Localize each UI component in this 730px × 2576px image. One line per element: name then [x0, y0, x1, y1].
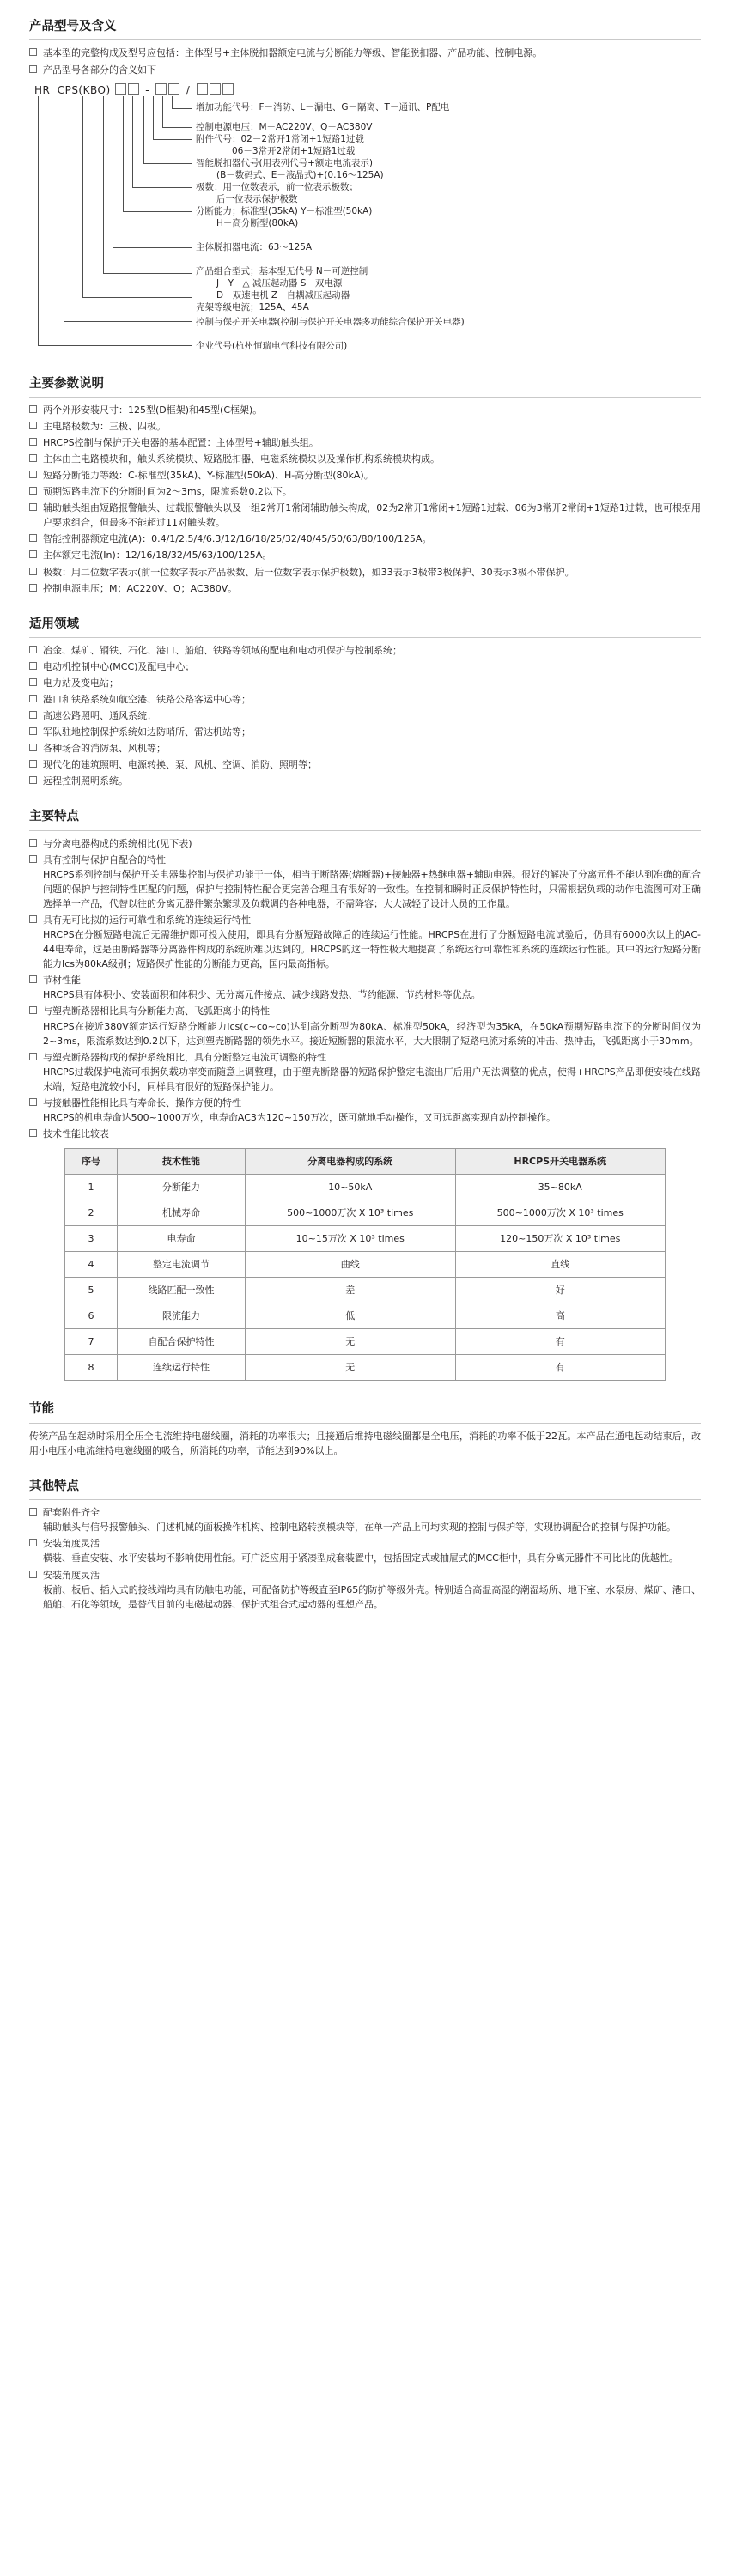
main-parameters-list	[29, 403, 701, 596]
cell-hrcps: 有	[455, 1329, 666, 1355]
feature-head: 与塑壳断路器相比具有分断能力高、飞弧距离小的特性	[43, 1005, 270, 1018]
legend-product-family: 控制与保护开关电器(控制与保护开关电器多功能综合保护开关电器)	[196, 316, 465, 327]
application-fields-list	[29, 643, 701, 788]
table-row	[65, 1200, 666, 1225]
legend-breaking-capacity: 分断能力；标准型(35kA) Y－标准型(50kA)	[196, 205, 373, 216]
code-dash-1: -	[145, 83, 150, 96]
leader-line	[153, 139, 192, 140]
legend-combination-type: 产品组合型式；基本型无代号 N－可逆控制	[196, 265, 368, 276]
list-item: 基本型的完整构成及型号应包括：主体型号+主体脱扣器额定电流与分断能力等级、智能脱扣器、产品功能、控制电源。	[29, 46, 701, 60]
col-header-hrcps-system: HRCPS开关电器系统	[455, 1148, 666, 1174]
leader-line	[143, 163, 192, 164]
other-feature-body: 板前、板后、插入式的接线端均具有防触电功能，可配备防护等级直至IP65的防护等级外壳。特别适合高温高湿的潮湿场所、地下室、水泵房、煤矿、港口、船舶、石化等领域，是替代目前的电磁起动器、保护式组合式起动器的理想产品。	[43, 1583, 701, 1610]
cell-hrcps: 直线	[455, 1252, 666, 1278]
section-title-main-features: 主要特点	[29, 807, 701, 830]
other-feature-head: 安装角度灵活	[43, 1538, 100, 1550]
section-title-model-code: 产品型号及含义	[29, 17, 701, 40]
leader-line	[172, 108, 192, 109]
leader-line	[103, 273, 192, 274]
feature-head: 技术性能比较表	[43, 1127, 109, 1139]
table-row	[65, 1252, 666, 1278]
feature-head: 节材性能	[43, 975, 81, 987]
section-title-other-features: 其他特点	[29, 1477, 701, 1500]
cell-hrcps: 有	[455, 1355, 666, 1381]
feature-head: 具有无可比拟的运行可靠性和系统的连续运行特性	[43, 914, 251, 927]
list-item: 预期短路电流下的分断时间为2～3ms，限流系数0.2以下。	[29, 484, 701, 499]
list-item: 控制电源电压；M；AC220V、Q；AC380V。	[29, 581, 701, 596]
cell-performance: 整定电流调节	[118, 1252, 246, 1278]
cell-separate: 低	[246, 1303, 456, 1329]
list-item: 两个外形安装尺寸：125型(D框架)和45型(C框架)。	[29, 403, 701, 417]
feature-body: HRCPS具有体积小、安装面积和体积少、无分离元件接点、减少线路发热、节约能源、节约材料等优点。	[43, 989, 481, 1001]
list-item	[29, 1536, 701, 1565]
list-item	[29, 836, 701, 851]
feature-body: HRCPS在分断短路电流后无需维护即可投入使用，即具有分断短路故障后的连续运行性能。HRCPS在进行了分断短路电流试验后，仍具有6000次以上的AC-44电寿命，这是由断路器等分离器件构成的系统所难以达到的。HRCPS的这一特性极大地提高了系统运行可靠性和系统的连续运行性能。其中的运行短路分断 能力Ics为80kA级别；短路保护性能的分断能力更高，国内最高指标。	[43, 929, 701, 970]
legend-combination-type-3: D－双速电机 Z－自耦减压起动器	[216, 289, 350, 301]
feature-body: HRCPS过载保护电流可根据负载功率变而随意上调整理，由于塑壳断路器的短路保护整定电流出厂后用户无法调整的优点，使得+HRCPS产品即便安装在线路末端，短路电流较小时，同样具有很好的短路保护能力。	[43, 1066, 701, 1092]
cell-index: 4	[65, 1252, 118, 1278]
table-row	[65, 1226, 666, 1252]
cell-performance: 分断能力	[118, 1174, 246, 1200]
cell-separate: 差	[246, 1278, 456, 1303]
list-item	[29, 853, 701, 911]
cell-separate: 500~1000万次 X 10³ times	[246, 1200, 456, 1225]
list-item: 主电路极数为：三极、四极。	[29, 419, 701, 434]
table-row	[65, 1278, 666, 1303]
code-cps: CPS(KBO)	[57, 83, 111, 96]
cell-separate: 10~50kA	[246, 1174, 456, 1200]
leader-line	[64, 321, 192, 322]
list-item: HRCPS控制与保护开关电器的基本配置：主体型号+辅助触头组。	[29, 435, 701, 450]
cell-index: 3	[65, 1226, 118, 1252]
legend-accessory-code: 附件代号：02－2常开1常闭+1短路1过载	[196, 133, 364, 144]
list-item	[29, 1568, 701, 1612]
cell-separate: 10~15万次 X 10³ times	[246, 1226, 456, 1252]
cell-index: 5	[65, 1278, 118, 1303]
legend-poles: 极数；用一位数表示，前一位表示极数；	[196, 181, 358, 192]
feature-head: 具有控制与保护自配合的特性	[43, 854, 166, 866]
feature-head: 与塑壳断路器构成的保护系统相比，具有分断整定电流可调整的特性	[43, 1051, 326, 1063]
table-row	[65, 1355, 666, 1381]
leader-line	[123, 96, 124, 211]
table-header-row	[65, 1148, 666, 1174]
legend-company-code: 企业代号(杭州恒瑞电气科技有限公司)	[196, 340, 348, 351]
legend-frame-current: 壳架等级电流；125A、45A	[196, 301, 309, 313]
other-feature-body: 辅助触头与信号报警触头、门述机械的面板操作机构、控制电路转换模块等，在单一产品上可均实现的控制与保护等，实现协调配合的控制与保护功能。	[43, 1522, 676, 1534]
leader-line	[132, 96, 133, 187]
code-box-4	[168, 83, 179, 95]
cell-performance: 线路匹配一致性	[118, 1278, 246, 1303]
section-title-energy-saving: 节能	[29, 1400, 701, 1423]
leader-line	[132, 187, 192, 188]
legend-smart-trip-2: (B－数码式、E－液晶式)+(0.16～125A)	[216, 169, 384, 180]
leader-line	[153, 96, 154, 139]
list-item: 军队驻地控制保护系统如边防哨所、雷达机站等；	[29, 725, 701, 739]
list-item: 各种场合的消防泵、风机等；	[29, 741, 701, 756]
model-code-diagram	[29, 82, 701, 355]
list-item: 电动机控制中心(MCC)及配电中心；	[29, 659, 701, 674]
leader-line	[162, 96, 163, 127]
cell-performance: 电寿命	[118, 1226, 246, 1252]
code-box-6	[210, 83, 221, 95]
code-prefix-hr: HR	[34, 83, 51, 96]
code-slash-1: /	[186, 83, 191, 96]
model-code-intro-list	[29, 46, 701, 76]
list-item	[29, 913, 701, 971]
cell-separate: 无	[246, 1355, 456, 1381]
other-feature-body: 横装、垂直安装、水平安装均不影响使用性能。可广泛应用于紧凑型成套装置中，包括固定式或抽屉式的MCC柜中，具有分离元器件不可比比的优越性。	[43, 1552, 678, 1564]
list-item	[29, 973, 701, 1002]
list-item: 主体由主电路模块和，触头系统模块、短路脱扣器、电磁系统模块以及操作机构系统模块构成。	[29, 452, 701, 466]
code-box-5	[197, 83, 208, 95]
tech-comparison-table	[64, 1148, 666, 1381]
leader-line	[38, 345, 192, 346]
feature-body: HRCPS系列控制与保护开关电器集控制与保护功能于一体，相当于断路器(熔断器)+接触器+热继电器+辅助电器。很好的解决了分离元件不能达到准确的配合问题的保护与控制特性匹配的问题，保护与控制特性配合更完善合理且有很好的一致性。在控制和瞬时正反保护特性时，只需根据负载的动作电流图可对正确选择单一产品，代替以往的分离元器件繁杂繁琐及负载调的各种电器，不需降容；大大减轻了设计人员的工作量。	[43, 869, 701, 910]
cell-hrcps: 500~1000万次 X 10³ times	[455, 1200, 666, 1225]
cell-index: 6	[65, 1303, 118, 1329]
cell-index: 7	[65, 1329, 118, 1355]
legend-smart-trip: 智能脱扣器代号(用表列代号+额定电流表示)	[196, 157, 373, 168]
list-item: 冶金、煤矿、钢铁、石化、港口、船舶、铁路等领域的配电和电动机保护与控制系统；	[29, 643, 701, 658]
cell-separate: 无	[246, 1329, 456, 1355]
list-item: 远程控制照明系统。	[29, 774, 701, 788]
leader-line	[113, 247, 192, 248]
feature-body: HRCPS在接近380V额定运行短路分断能力Ics(c~co~co)达到高分断型为80kA、标准型50kA，经济型为35kA，在50kA预期短路电流下的分断时间仅为2~3ms，限流系数达到0.2以下，达到塑壳断路器的领先水平。接近短断器的限流水平，大大限制了短路电流对系统的冲击、热冲击，飞弧距离小于30mm。	[43, 1020, 701, 1047]
cell-performance: 机械寿命	[118, 1200, 246, 1225]
leader-line	[172, 96, 173, 108]
legend-main-trip-current: 主体脱扣器电流：63～125A	[196, 241, 313, 252]
list-item	[29, 1127, 701, 1141]
list-item: 辅助触头组由短路报警触头、过载报警触头以及一组2常开1常闭辅助触头构成，02为2常开1常闭+1短路1过载、06为3常开2常闭+1短路1过载，也可根据用户要求组合，但最多不能超过11对触头数。	[29, 501, 701, 530]
list-item	[29, 1505, 701, 1534]
leader-line	[82, 297, 192, 298]
other-feature-head: 安装角度灵活	[43, 1569, 100, 1581]
list-item: 极数：用二位数字表示(前一位数字表示产品极数、后一位数字表示保护极数)，如33表示3极带3极保护、30表示3极不带保护。	[29, 565, 701, 580]
code-box-7	[222, 83, 234, 95]
table-row	[65, 1174, 666, 1200]
list-item	[29, 1004, 701, 1048]
legend-accessory-code-2: 06－3常开2常闭+1短路1过载	[232, 145, 356, 156]
cell-performance: 限流能力	[118, 1303, 246, 1329]
leader-line	[162, 127, 192, 128]
feature-head: 与接触器性能相比具有寿命长、操作方便的特性	[43, 1097, 241, 1109]
code-box-3	[155, 83, 167, 95]
cell-index: 8	[65, 1355, 118, 1381]
list-item: 高速公路照明、通风系统；	[29, 708, 701, 723]
code-box-2	[128, 83, 139, 95]
cell-hrcps: 120~150万次 X 10³ times	[455, 1226, 666, 1252]
list-item: 电力站及变电站；	[29, 676, 701, 690]
other-features-list	[29, 1505, 701, 1611]
list-item: 现代化的建筑照明、电源转换、泵、风机、空调、消防、照明等；	[29, 757, 701, 772]
cell-performance: 自配合保护特性	[118, 1329, 246, 1355]
list-item: 智能控制器额定电流(A)：0.4/1/2.5/4/6.3/12/16/18/25/32/40/45/50/63/80/100/125A。	[29, 532, 701, 546]
cell-hrcps: 35~80kA	[455, 1174, 666, 1200]
energy-saving-paragraph: 传统产品在起动时采用全压全电流维持电磁线圈，消耗的功率很大；且接通后维持电磁线圈都是全电压，消耗的功率不低于22瓦。本产品在通电起动结束后，改用小电压小电流维持电磁线圈的吸合，所消耗的功率，节能达到90%以上。	[29, 1430, 701, 1456]
list-item: 产品型号各部分的含义如下	[29, 63, 701, 77]
cell-hrcps: 高	[455, 1303, 666, 1329]
legend-combination-type-2: J－Y－△ 减压起动器 S－双电源	[216, 277, 343, 289]
leader-line	[82, 96, 83, 297]
leader-line	[38, 96, 39, 345]
list-item	[29, 1096, 701, 1125]
legend-poles-2: 后一位表示保护极数	[216, 193, 298, 204]
cell-index: 2	[65, 1200, 118, 1225]
leader-line	[103, 96, 104, 273]
leader-line	[123, 211, 192, 212]
cell-hrcps: 好	[455, 1278, 666, 1303]
section-title-main-parameters: 主要参数说明	[29, 374, 701, 398]
legend-breaking-capacity-2: H－高分断型(80kA)	[216, 217, 299, 228]
code-box-1	[115, 83, 126, 95]
col-header-index: 序号	[65, 1148, 118, 1174]
cell-index: 1	[65, 1174, 118, 1200]
legend-control-voltage: 控制电源电压：M－AC220V、Q－AC380V	[196, 121, 373, 132]
col-header-performance: 技术性能	[118, 1148, 246, 1174]
cell-separate: 曲线	[246, 1252, 456, 1278]
table-row	[65, 1329, 666, 1355]
section-title-application-fields: 适用领域	[29, 615, 701, 638]
feature-head: 与分离电器构成的系统相比(见下表)	[43, 837, 192, 849]
table-row	[65, 1303, 666, 1329]
list-item: 港口和铁路系统如航空港、铁路公路客运中心等；	[29, 692, 701, 707]
list-item: 主体额定电流(In)：12/16/18/32/45/63/100/125A。	[29, 548, 701, 562]
feature-body: HRCPS的机电寿命达500~1000万次，电寿命AC3为120~150万次，既可就地手动操作，又可远距离实现自动控制操作。	[43, 1111, 557, 1123]
col-header-separate-system: 分离电器构成的系统	[246, 1148, 456, 1174]
legend-function-code: 增加功能代号：F－消防、L－漏电、G－隔离、T－通讯、P配电	[196, 101, 450, 112]
main-features-list	[29, 836, 701, 1141]
leader-line	[143, 96, 144, 163]
cell-performance: 连续运行特性	[118, 1355, 246, 1381]
list-item: 短路分断能力等级：C-标准型(35kA)、Y-标准型(50kA)、H-高分断型(80kA)。	[29, 468, 701, 483]
other-feature-head: 配套附件齐全	[43, 1507, 100, 1519]
list-item	[29, 1050, 701, 1094]
